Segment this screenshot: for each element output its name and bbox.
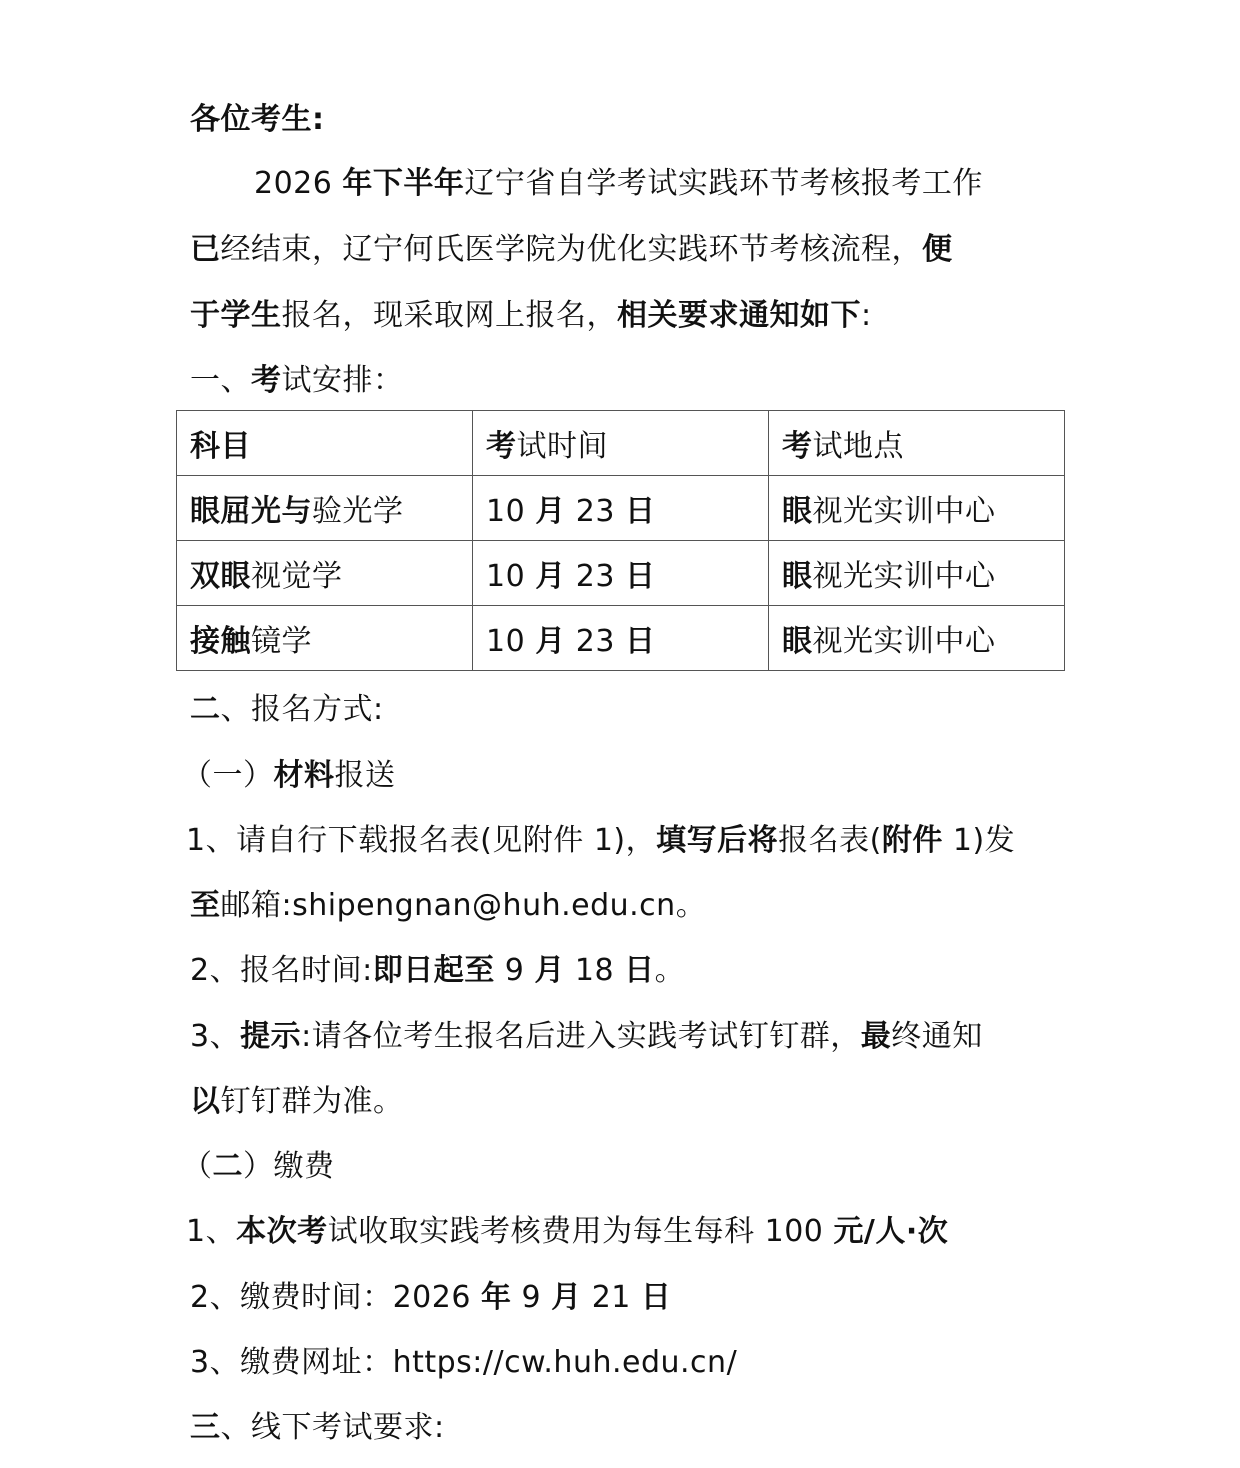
section-3-heading: 三、线下考试要求:	[190, 1410, 445, 1445]
cell-subject: 双眼视觉学	[177, 541, 473, 606]
table-row	[177, 606, 1065, 671]
table-row	[177, 541, 1065, 606]
payment-item-3	[190, 1343, 737, 1383]
cell-date: 10 月 23 日	[473, 476, 769, 541]
cell-date: 10 月 23 日	[473, 606, 769, 671]
header-subject: 科目	[177, 411, 473, 476]
section-1-heading: 一、考试安排：	[190, 363, 404, 398]
item-1-line-2: 至邮箱:shipengnan@huh.edu.cn。	[190, 888, 707, 923]
payment-item-2: 2、缴费时间：2026 年 9 月 21 日	[190, 1280, 672, 1315]
cell-place: 眼视光实训中心	[769, 606, 1065, 671]
item-3-line-2: 以钉钉群为准。	[190, 1084, 404, 1119]
cell-subject: 眼屈光与验光学	[177, 476, 473, 541]
payment-url: 3、缴费网址：https://cw.huh.edu.cn/	[190, 1345, 738, 1380]
header-exam-time: 考试时间	[473, 411, 769, 476]
cell-subject: 接触镜学	[177, 606, 473, 671]
intro-line-3: 于学生报名，现采取网上报名，相关要求通知如下:	[190, 298, 872, 333]
subsection-materials: （一）材料报送	[182, 758, 396, 793]
intro-line-2: 已经结束，辽宁何氏医学院为优化实践环节考核流程，便	[190, 232, 953, 267]
exam-schedule-table	[176, 410, 1065, 671]
table-header-row	[177, 411, 1065, 476]
item-1-line-1: 1、请自行下载报名表(见附件 1)，填写后将报名表(附件 1)发	[186, 823, 1016, 858]
subsection-payment: （二）缴费	[182, 1149, 335, 1184]
item-3-line-1: 3、提示:请各位考生报名后进入实践考试钉钉群，最终通知	[190, 1019, 983, 1054]
payment-item-1: 1、本次考试收取实践考核费用为每生每科 100 元/人·次	[186, 1214, 949, 1249]
header-exam-place: 考试地点	[769, 411, 1065, 476]
intro-line-1: 2026 年下半年辽宁省自学考试实践环节考核报考工作	[254, 166, 983, 201]
greeting-text: 各位考生:	[190, 102, 325, 137]
email-address: 邮箱:shipengnan@huh.edu.cn。	[220, 888, 707, 923]
table-row	[177, 476, 1065, 541]
cell-place: 眼视光实训中心	[769, 541, 1065, 606]
item-2: 2、报名时间:即日起至 9 月 18 日。	[190, 953, 686, 988]
section-2-heading: 二、报名方式:	[190, 692, 384, 727]
cell-place: 眼视光实训中心	[769, 476, 1065, 541]
greeting	[190, 100, 325, 140]
cell-date: 10 月 23 日	[473, 541, 769, 606]
